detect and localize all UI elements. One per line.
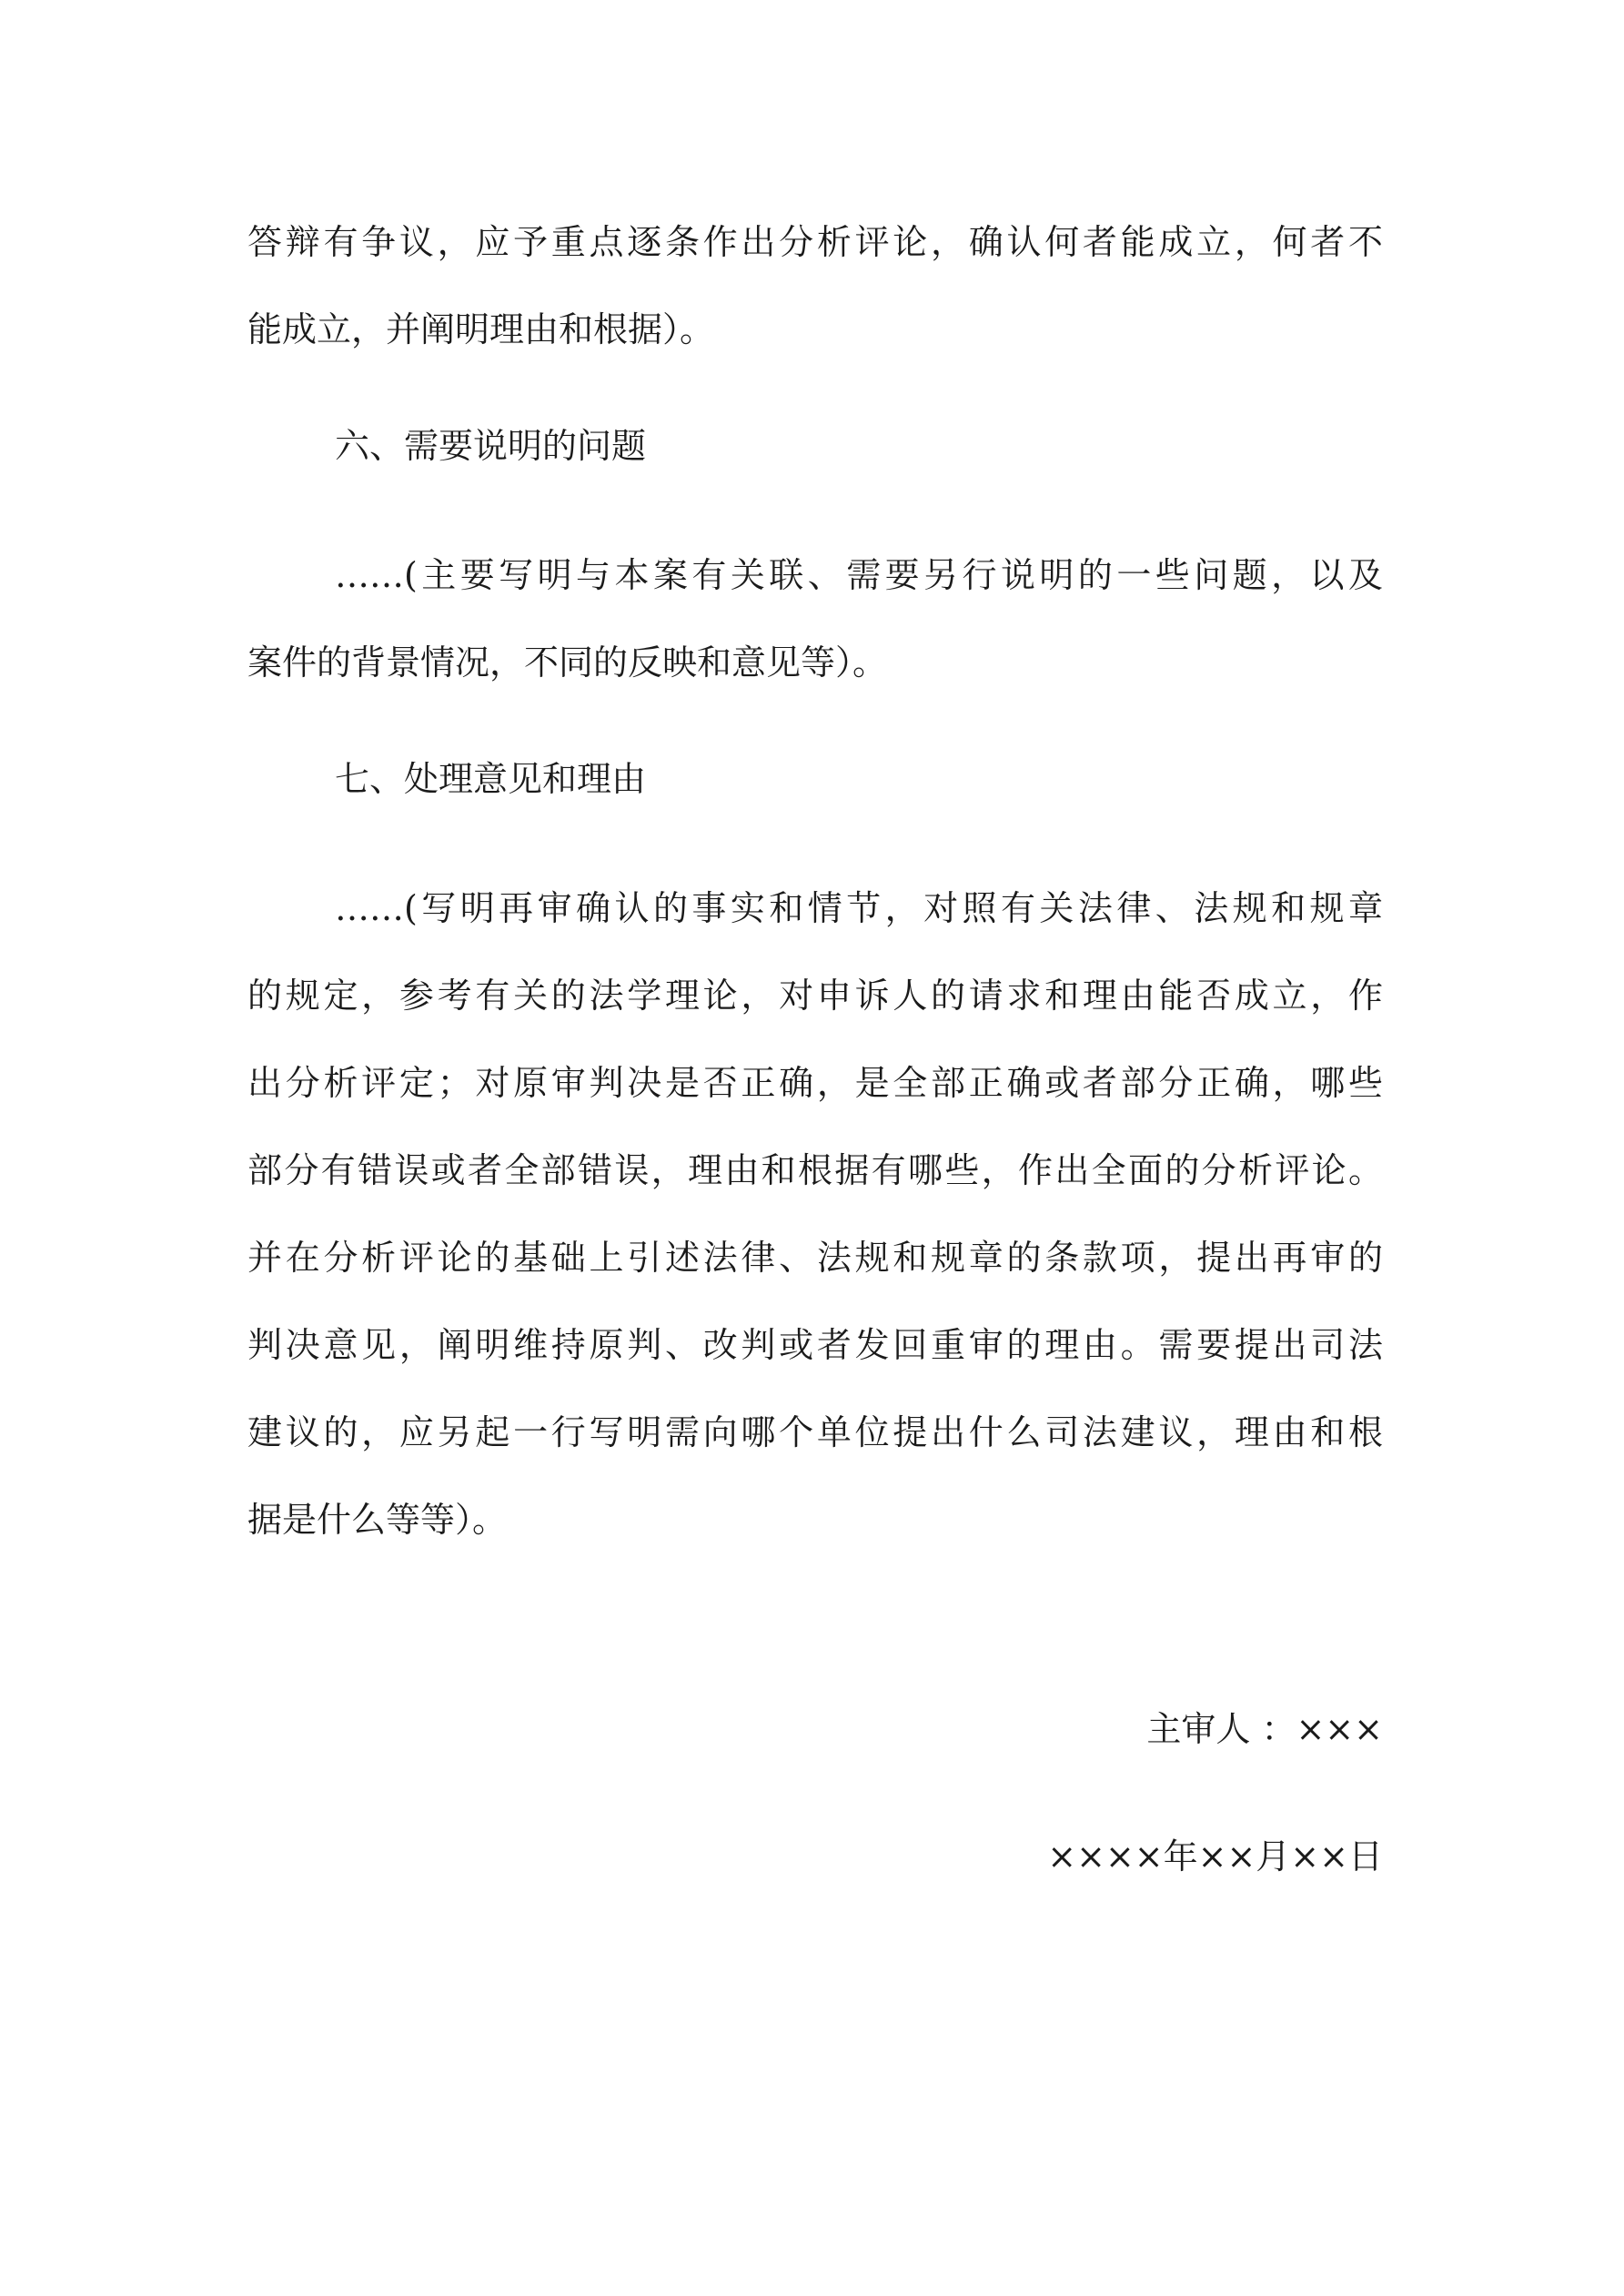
paragraph-line: 并在分析评论的基础上引述法律、法规和规章的条款项，提出再审的 bbox=[247, 1238, 1383, 1278]
section-heading-6: 六、需要说明的问题 bbox=[335, 426, 647, 466]
paragraph-line: 据是什么等等）。 bbox=[247, 1500, 508, 1540]
section-6-paragraph bbox=[247, 531, 1383, 706]
continued-paragraph bbox=[247, 198, 1383, 373]
paragraph-line: ……(写明再审确认的事实和情节，对照有关法律、法规和规章 bbox=[335, 888, 1383, 928]
paragraph-line: 案件的背景情况，不同的反映和意见等）。 bbox=[247, 642, 888, 683]
paragraph-line: 出分析评定；对原审判决是否正确，是全部正确或者部分正确，哪些 bbox=[247, 1063, 1383, 1103]
paragraph-line: 能成立，并阐明理由和根据）。 bbox=[247, 309, 715, 349]
section-7-paragraph bbox=[247, 865, 1383, 1563]
signature-date: ××××年××月××日 bbox=[1047, 1836, 1383, 1876]
paragraph-line: 的规定，参考有关的法学理论，对申诉人的请求和理由能否成立，作 bbox=[247, 976, 1383, 1016]
paragraph-line: 答辩有争议，应予重点逐条作出分析评论，确认何者能成立，何者不 bbox=[247, 222, 1383, 262]
paragraph-line: 判决意见，阐明维持原判、改判或者发回重审的理由。需要提出司法 bbox=[247, 1325, 1383, 1365]
paragraph-line: ……(主要写明与本案有关联、需要另行说明的一些问题，以及 bbox=[335, 555, 1383, 595]
paragraph-line: 部分有错误或者全部错误，理由和根据有哪些，作出全面的分析评论。 bbox=[247, 1150, 1383, 1190]
section-heading-7: 七、处理意见和理由 bbox=[335, 759, 647, 799]
paragraph-line: 建议的，应另起一行写明需向哪个单位提出什么司法建议，理由和根 bbox=[247, 1412, 1383, 1452]
judge-signature: 主审人 ：××× bbox=[1146, 1709, 1383, 1749]
